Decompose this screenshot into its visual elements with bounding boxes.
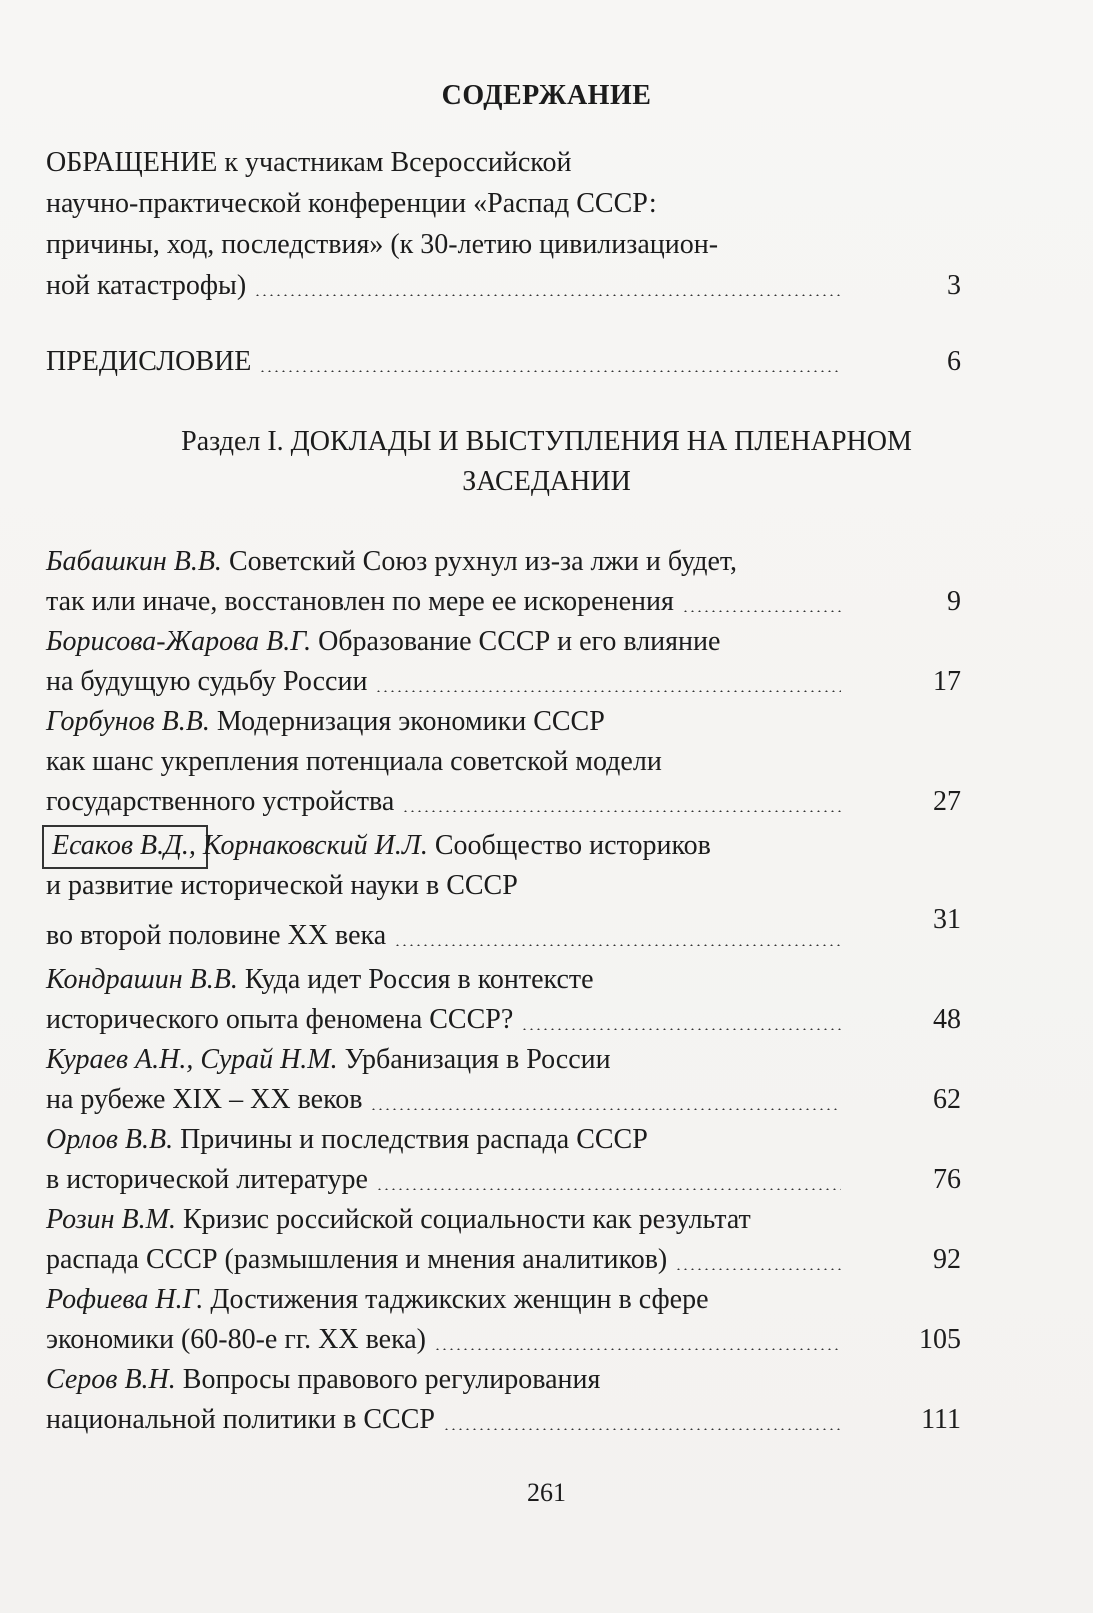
toc-entry-gorbunov-line-1: Горбунов В.В. Модернизация экономики СССР <box>46 706 605 737</box>
toc-entry-orlov-line-2: в исторической литературе <box>46 1160 841 1200</box>
toc-entry-orlov-line-1: Орлов В.В. Причины и последствия распада СССР <box>46 1124 648 1155</box>
toc-entry-rofieva-line-1: Рофиева Н.Г. Достижения таджикских женщин в сфере <box>46 1284 709 1315</box>
toc-author: Кураев А.Н., Сурай Н.М. <box>46 1044 338 1075</box>
toc-entry-gorbunov-line-2: как шанс укрепления потенциала советской модели <box>46 746 662 777</box>
toc-entry-rozin-line-2: распада СССР (размышления и мнения аналитиков) <box>46 1240 841 1280</box>
toc-entry-appeal-line-3: причины, ход, последствия» (к 30-летию цивилизацион- <box>46 229 719 260</box>
toc-entry-serov-line-1: Серов В.Н. Вопросы правового регулирования <box>46 1364 601 1395</box>
section-heading-line-1: Раздел I. ДОКЛАДЫ И ВЫСТУПЛЕНИЯ НА ПЛЕНАРНОМ <box>181 426 912 457</box>
toc-author: Борисова-Жарова В.Г. <box>46 626 312 657</box>
toc-author-boxed: Есаков В.Д., <box>52 830 196 861</box>
toc-author: Корнаковский И.Л. <box>195 830 428 861</box>
toc-page-babashkin: 9 <box>947 586 961 617</box>
toc-entry-kuraev-line-2: на рубеже XIX – XX веков <box>46 1080 841 1120</box>
contents-title: СОДЕРЖАНИЕ <box>441 80 652 111</box>
toc-page-orlov: 76 <box>933 1164 961 1195</box>
toc-entry-appeal-line-1: ОБРАЩЕНИЕ к участникам Всероссийской <box>46 147 572 178</box>
toc-author: Серов В.Н. <box>46 1364 176 1395</box>
page-number: 261 <box>527 1478 566 1507</box>
toc-entry-serov-line-2: национальной политики в СССР <box>46 1400 841 1440</box>
toc-entry-rozin-line-1: Розин В.М. Кризис российской социальности как результат <box>46 1204 751 1235</box>
toc-entry-preface: ПРЕДИСЛОВИЕ <box>46 342 841 382</box>
toc-entry-esakov-line-3: во второй половине ХХ века <box>46 916 841 956</box>
toc-page-kuraev: 62 <box>933 1084 961 1115</box>
toc-page-gorbunov: 27 <box>933 786 961 817</box>
toc-page-preface: 6 <box>947 346 961 377</box>
toc-entry-rofieva-line-2: экономики (60-80-е гг. ХХ века) <box>46 1320 841 1360</box>
toc-author: Розин В.М. <box>46 1204 176 1235</box>
toc-entry-borisova-line-2: на будущую судьбу России <box>46 662 841 702</box>
toc-entry-appeal-line-2: научно-практической конференции «Распад СССР: <box>46 188 657 219</box>
toc-page-borisova: 17 <box>933 666 961 697</box>
toc-page-serov: 111 <box>921 1404 961 1435</box>
toc-entry-gorbunov-line-3: государственного устройства <box>46 782 841 822</box>
toc-page-rozin: 92 <box>933 1244 961 1275</box>
toc-author: Рофиева Н.Г. <box>46 1284 204 1315</box>
toc-entry-esakov-line-2: и развитие исторической науки в СССР <box>46 870 518 901</box>
toc-page-rofieva: 105 <box>919 1324 961 1355</box>
toc-author: Горбунов В.В. <box>46 706 210 737</box>
toc-page-esakov: 31 <box>933 904 961 935</box>
toc-entry-kondrashin-line-1: Кондрашин В.В. Куда идет Россия в контексте <box>46 964 594 995</box>
toc-author: Кондрашин В.В. <box>46 964 238 995</box>
toc-entry-borisova-line-1: Борисова-Жарова В.Г. Образование СССР и его влияние <box>46 626 721 657</box>
toc-author: Бабашкин В.В. <box>46 546 222 577</box>
toc-entry-kuraev-line-1: Кураев А.Н., Сурай Н.М. Урбанизация в России <box>46 1044 611 1075</box>
toc-entry-appeal-line-4: ной катастрофы) <box>46 266 841 306</box>
section-heading <box>0 422 1093 502</box>
toc-page-kondrashin: 48 <box>933 1004 961 1035</box>
section-heading-line-2: ЗАСЕДАНИИ <box>462 466 631 497</box>
toc-author: Орлов В.В. <box>46 1124 174 1155</box>
toc-entry-esakov-line-1: Есаков В.Д., Корнаковский И.Л. Сообщество историков <box>52 830 711 861</box>
toc-entry-kondrashin-line-2: исторического опыта феномена СССР? <box>46 1000 841 1040</box>
toc-entry-babashkin-line-2: так или иначе, восстановлен по мере ее искоренения <box>46 582 841 622</box>
toc-entry-babashkin-line-1: Бабашкин В.В. Советский Союз рухнул из-за лжи и будет, <box>46 546 738 577</box>
toc-page-appeal: 3 <box>947 270 961 301</box>
